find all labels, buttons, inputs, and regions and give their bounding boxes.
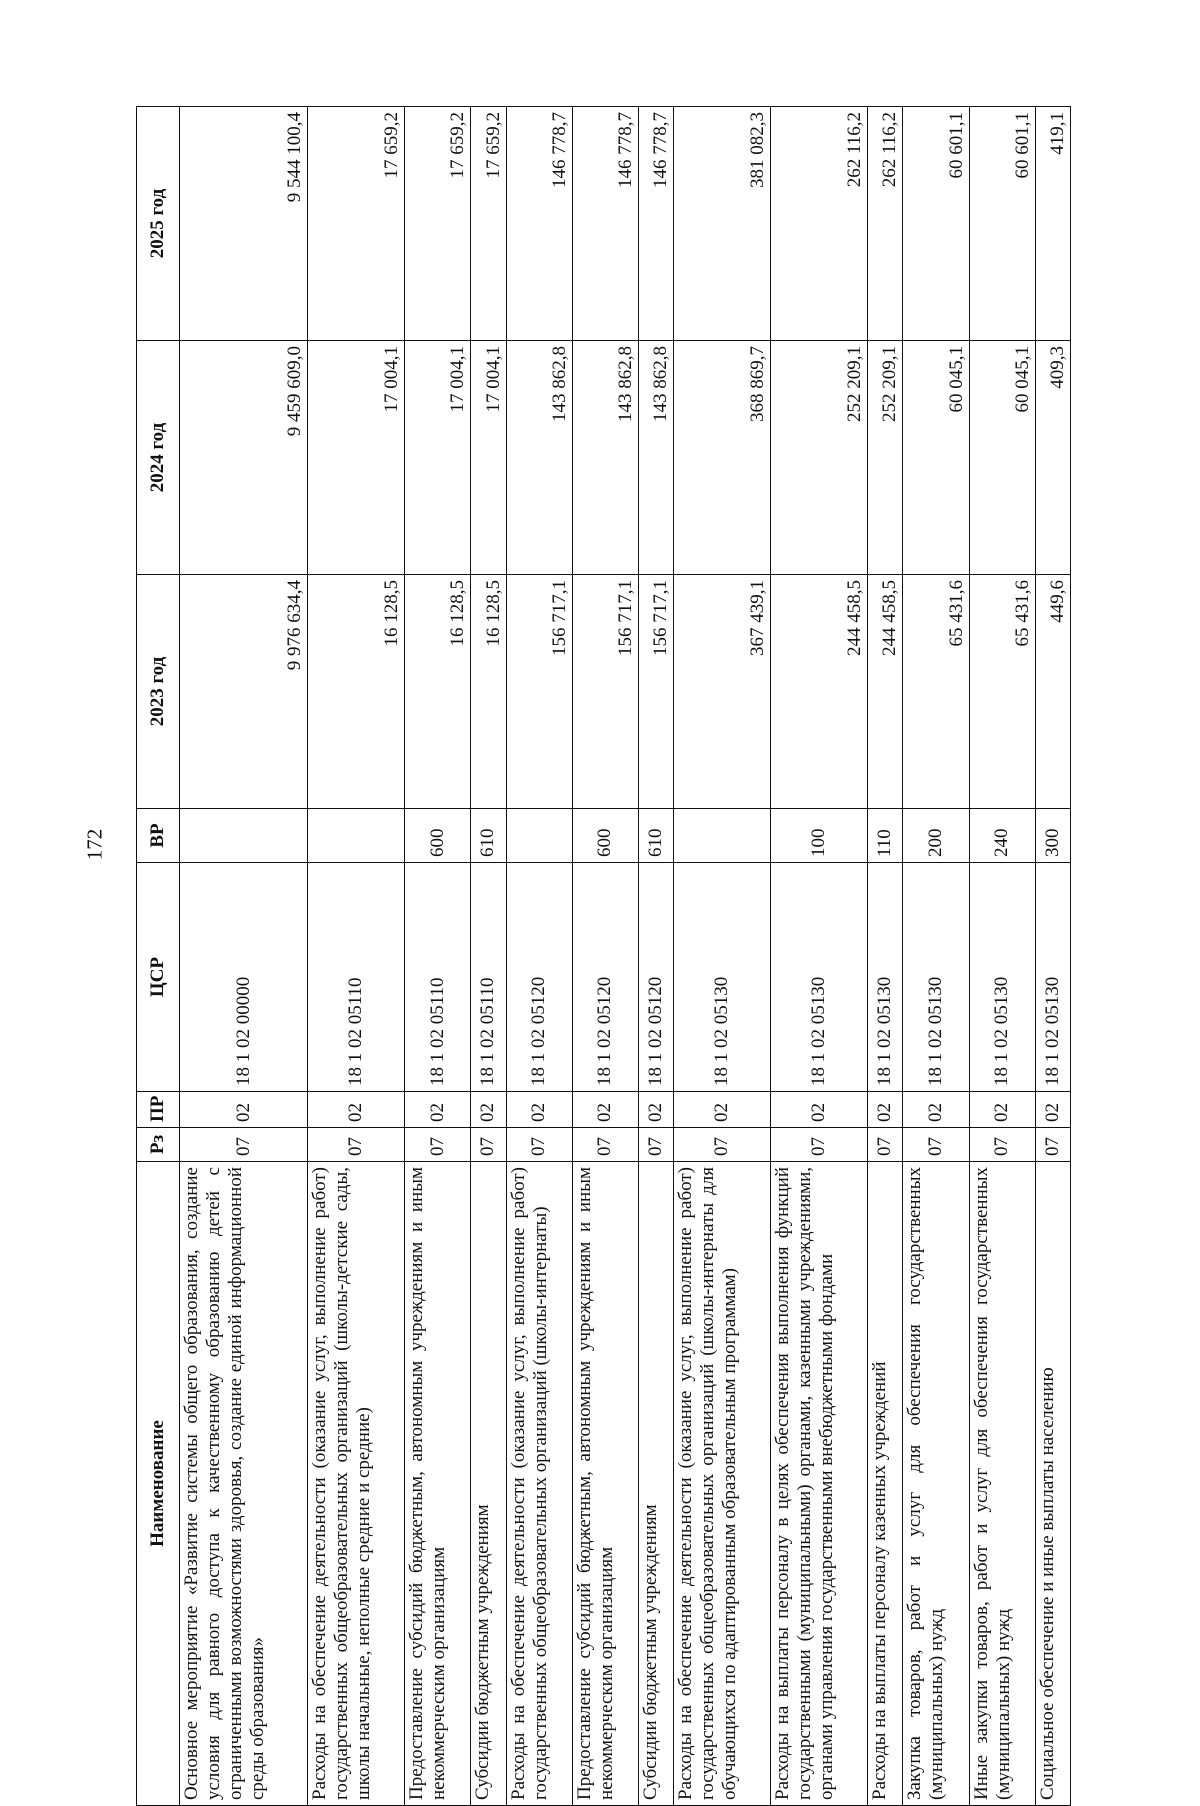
cell-csr: 18 1 02 05110: [405, 863, 471, 1092]
cell-csr: 18 1 02 05120: [638, 863, 673, 1092]
page-number: 172: [82, 828, 107, 861]
cell-2025: 17 659,2: [405, 107, 471, 341]
cell-2025: 381 082,3: [674, 107, 771, 341]
cell-2025: 17 659,2: [471, 107, 506, 341]
cell-2023: 65 431,6: [903, 575, 969, 809]
table-row: [1035, 107, 1070, 1806]
cell-name: Социальное обеспечение и иные выплаты населению: [1035, 1162, 1070, 1806]
cell-pr: 02: [308, 1092, 405, 1128]
table-row: [405, 107, 471, 1806]
header-pr: ПР: [137, 1092, 180, 1128]
cell-2025: 60 601,1: [969, 107, 1035, 341]
table-row: [506, 107, 572, 1806]
rotated-page-content: [136, 106, 1071, 1806]
cell-vr: 100: [771, 809, 868, 863]
cell-vr: [506, 809, 572, 863]
cell-2024: 143 862,8: [572, 341, 638, 575]
cell-vr: [674, 809, 771, 863]
cell-name: Расходы на выплаты персоналу в целях обеспечения выполнения функций государственными (муниципальными) органами, казенными учреждениями, органами управления государственными внебюджетными фондами: [771, 1162, 868, 1806]
cell-2024: 9 459 609,0: [180, 341, 308, 575]
cell-rz: 07: [638, 1128, 673, 1162]
cell-vr: 600: [405, 809, 471, 863]
cell-vr: [308, 809, 405, 863]
cell-2023: 244 458,5: [771, 575, 868, 809]
table-row: [308, 107, 405, 1806]
cell-2025: 262 116,2: [771, 107, 868, 341]
cell-rz: 07: [308, 1128, 405, 1162]
cell-pr: 02: [506, 1092, 572, 1128]
cell-rz: 07: [180, 1128, 308, 1162]
cell-csr: 18 1 02 05120: [506, 863, 572, 1092]
header-csr: ЦСР: [137, 863, 180, 1092]
table-row: [638, 107, 673, 1806]
cell-name: Расходы на обеспечение деятельности (оказание услуг, выполнение работ) государственных общеобразовательных организаций (школы-интернаты): [506, 1162, 572, 1806]
cell-name: Закупка товаров, работ и услуг для обеспечения государственных (муниципальных) нужд: [903, 1162, 969, 1806]
header-2025: 2025 год: [137, 107, 180, 341]
cell-csr: 18 1 02 05130: [903, 863, 969, 1092]
cell-2023: 367 439,1: [674, 575, 771, 809]
cell-2024: 143 862,8: [506, 341, 572, 575]
cell-2024: 60 045,1: [969, 341, 1035, 575]
header-rz: Рз: [137, 1128, 180, 1162]
cell-vr: 110: [868, 809, 903, 863]
cell-pr: 02: [471, 1092, 506, 1128]
cell-name: Основное мероприятие «Развитие системы общего образования, создание условия для равного доступа к качественному образованию детей с ограниченными возможностями здоровья, создание единой информационной среды образования»: [180, 1162, 308, 1806]
cell-rz: 07: [674, 1128, 771, 1162]
cell-2023: 16 128,5: [308, 575, 405, 809]
cell-csr: 18 1 02 05110: [471, 863, 506, 1092]
cell-rz: 07: [969, 1128, 1035, 1162]
cell-name: Иные закупки товаров, работ и услуг для обеспечения государственных (муниципальных) нужд: [969, 1162, 1035, 1806]
cell-csr: 18 1 02 05130: [868, 863, 903, 1092]
cell-pr: 02: [868, 1092, 903, 1128]
cell-pr: 02: [771, 1092, 868, 1128]
cell-2024: 252 209,1: [868, 341, 903, 575]
cell-2024: 17 004,1: [405, 341, 471, 575]
cell-2024: 368 869,7: [674, 341, 771, 575]
table-row: [868, 107, 903, 1806]
cell-2023: 244 458,5: [868, 575, 903, 809]
cell-vr: 610: [471, 809, 506, 863]
header-2023: 2023 год: [137, 575, 180, 809]
cell-name: Субсидии бюджетным учреждениям: [638, 1162, 673, 1806]
cell-2024: 252 209,1: [771, 341, 868, 575]
table-row: [180, 107, 308, 1806]
table-body: [180, 107, 1071, 1806]
cell-vr: 200: [903, 809, 969, 863]
cell-2023: 9 976 634,4: [180, 575, 308, 809]
cell-pr: 02: [903, 1092, 969, 1128]
cell-2024: 17 004,1: [471, 341, 506, 575]
header-vr: ВР: [137, 809, 180, 863]
cell-pr: 02: [572, 1092, 638, 1128]
cell-csr: 18 1 02 05110: [308, 863, 405, 1092]
cell-pr: 02: [1035, 1092, 1070, 1128]
cell-2024: 60 045,1: [903, 341, 969, 575]
cell-2025: 262 116,2: [868, 107, 903, 341]
cell-vr: 610: [638, 809, 673, 863]
cell-csr: 18 1 02 05130: [771, 863, 868, 1092]
cell-name: Расходы на обеспечение деятельности (оказание услуг, выполнение работ) государственных общеобразовательных организаций (школы-детские сады, школы начальные, неполные средние и средние): [308, 1162, 405, 1806]
cell-2025: 146 778,7: [506, 107, 572, 341]
cell-2023: 16 128,5: [471, 575, 506, 809]
cell-pr: 02: [638, 1092, 673, 1128]
cell-rz: 07: [1035, 1128, 1070, 1162]
cell-csr: 18 1 02 05130: [1035, 863, 1070, 1092]
cell-name: Расходы на обеспечение деятельности (оказание услуг, выполнение работ) государственных общеобразовательных организаций (школы-интернаты для обучающихся по адаптированным образовательным программам): [674, 1162, 771, 1806]
cell-vr: [180, 809, 308, 863]
cell-pr: 02: [405, 1092, 471, 1128]
cell-2024: 409,3: [1035, 341, 1070, 575]
cell-2025: 17 659,2: [308, 107, 405, 341]
table-row: [674, 107, 771, 1806]
header-row: [137, 107, 180, 1806]
cell-pr: 02: [180, 1092, 308, 1128]
cell-2025: 9 544 100,4: [180, 107, 308, 341]
cell-name: Субсидии бюджетным учреждениям: [471, 1162, 506, 1806]
cell-rz: 07: [771, 1128, 868, 1162]
cell-2023: 16 128,5: [405, 575, 471, 809]
table-row: [903, 107, 969, 1806]
cell-rz: 07: [903, 1128, 969, 1162]
cell-name: Предоставление субсидий бюджетным, автономным учреждениям и иным некоммерческим организациям: [572, 1162, 638, 1806]
cell-rz: 07: [868, 1128, 903, 1162]
cell-rz: 07: [471, 1128, 506, 1162]
cell-2024: 17 004,1: [308, 341, 405, 575]
cell-rz: 07: [405, 1128, 471, 1162]
cell-name: Расходы на выплаты персоналу казенных учреждений: [868, 1162, 903, 1806]
cell-vr: 240: [969, 809, 1035, 863]
table-row: [771, 107, 868, 1806]
cell-pr: 02: [674, 1092, 771, 1128]
cell-2025: 419,1: [1035, 107, 1070, 341]
cell-2023: 449,6: [1035, 575, 1070, 809]
cell-csr: 18 1 02 05130: [674, 863, 771, 1092]
table-row: [471, 107, 506, 1806]
header-name: Наименование: [137, 1162, 180, 1806]
cell-2025: 146 778,7: [638, 107, 673, 341]
table-row: [572, 107, 638, 1806]
cell-2024: 143 862,8: [638, 341, 673, 575]
cell-2025: 60 601,1: [903, 107, 969, 341]
cell-2023: 65 431,6: [969, 575, 1035, 809]
cell-2023: 156 717,1: [638, 575, 673, 809]
cell-csr: 18 1 02 05130: [969, 863, 1035, 1092]
cell-name: Предоставление субсидий бюджетным, автономным учреждениям и иным некоммерческим организациям: [405, 1162, 471, 1806]
cell-rz: 07: [572, 1128, 638, 1162]
cell-csr: 18 1 02 00000: [180, 863, 308, 1092]
cell-vr: 600: [572, 809, 638, 863]
cell-vr: 300: [1035, 809, 1070, 863]
header-2024: 2024 год: [137, 341, 180, 575]
budget-table: [136, 106, 1071, 1806]
cell-csr: 18 1 02 05120: [572, 863, 638, 1092]
cell-2025: 146 778,7: [572, 107, 638, 341]
cell-pr: 02: [969, 1092, 1035, 1128]
cell-rz: 07: [506, 1128, 572, 1162]
table-row: [969, 107, 1035, 1806]
cell-2023: 156 717,1: [572, 575, 638, 809]
cell-2023: 156 717,1: [506, 575, 572, 809]
